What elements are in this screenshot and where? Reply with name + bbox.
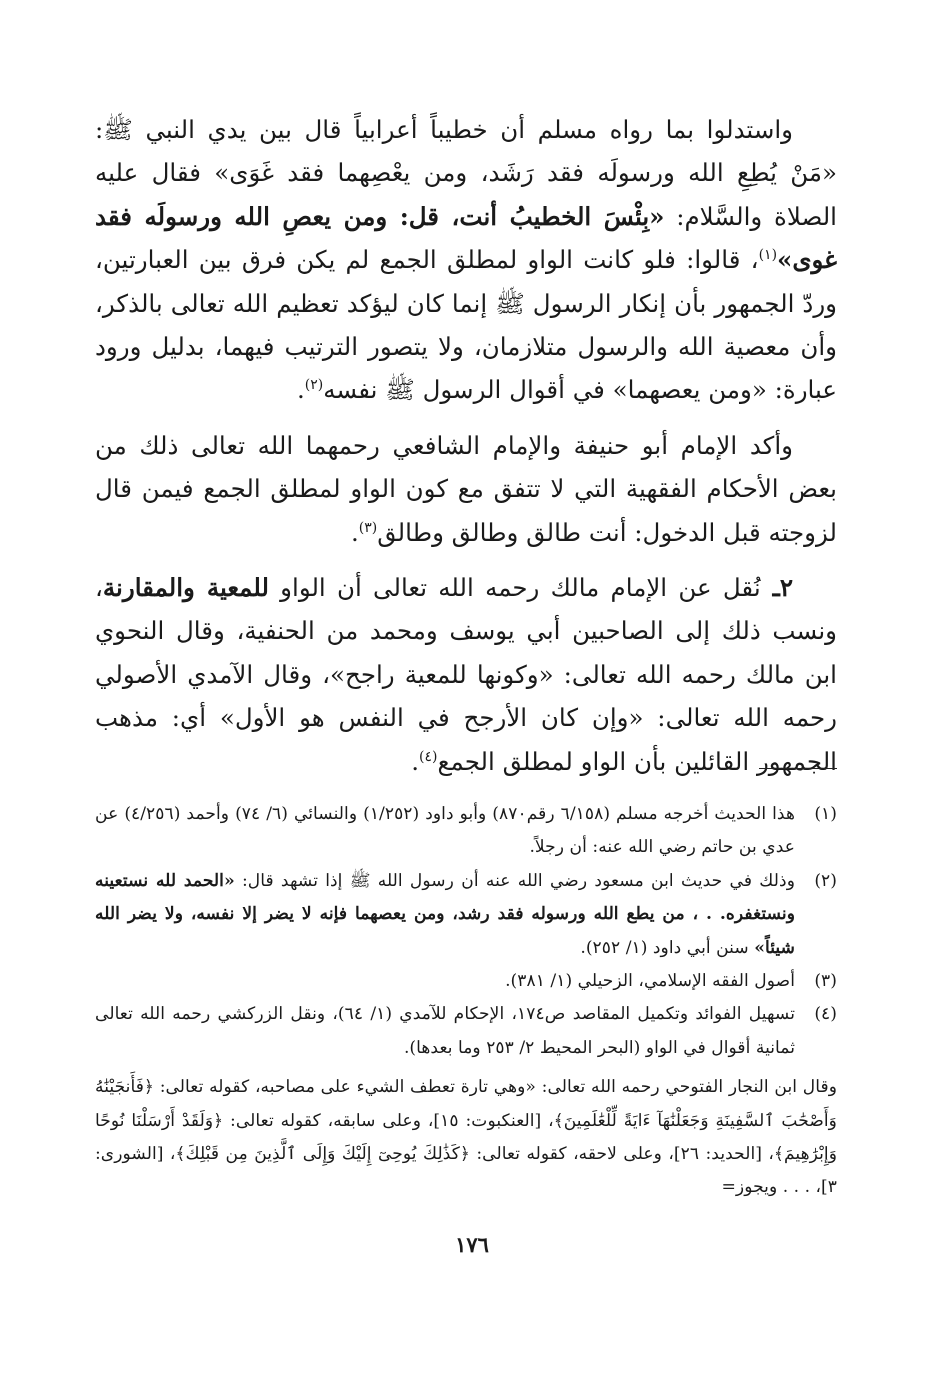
text-run: .	[350, 517, 359, 547]
footnote-text	[95, 798, 795, 865]
footnote-ref: (١)	[758, 247, 778, 264]
main-text	[95, 108, 837, 783]
footnote-1	[95, 798, 837, 865]
bold-text: للمعية والمقارنة	[102, 573, 269, 603]
text-run: ، ونسب ذلك إلى الصاحبين أبي يوسف ومحمد من الحنفية، وقال النحوي ابن مالك رحمه الله تعالى: «وكونها للمعية راجح»، وقال الآمدي الأصولي رحمه الله تعالى: «وإن كان الأرجح في النفس هو الأول» أي: مذهب الجمهور القائلين بأن الواو لمطلق الجمع	[95, 573, 837, 776]
paragraph-1	[95, 108, 837, 412]
text-run: وأكد الإمام أبو حنيفة والإمام الشافعي رحمهما الله تعالى ذلك من بعض الأحكام الفقهية التي لا تتفق مع كون الواو لمطلق الجمع فيمن قال لزوجته قبل الدخول: أنت طالق وطالق وطالق	[95, 430, 837, 547]
paragraph-2	[95, 424, 837, 554]
text-run: .	[411, 746, 420, 776]
footnote-number: (٤)	[814, 1004, 837, 1025]
page-body	[95, 108, 837, 1198]
footnote-text	[95, 965, 795, 998]
bold-text: «بِئْسَ الخطيبُ أنت، قل: ومن يعصِ الله ورسولَه فقد غوى»	[95, 201, 837, 275]
footnote-number: (٣)	[814, 971, 837, 992]
footnote-text	[95, 865, 795, 965]
footnote-ref: (٣)	[358, 519, 378, 536]
page-number: ١٧٦	[455, 1232, 489, 1257]
footnote-separator	[759, 768, 837, 769]
footnote-number: (١)	[814, 804, 837, 824]
footnote-continuation: وقال ابن النجار الفتوحي رحمه الله تعالى: «وهي تارة تعطف الشيء على مصاحبه، كقوله تعالى: ﴿فَأَنجَيْنَٰهُ وَأَصْحَٰبَ ٱلسَّفِينَةِ وَجَعَلْنَٰهَآ ءَايَةً لِّلْعَٰلَمِينَ﴾، [العنكبوت: ١٥]، وعلى سابقه، كقوله تعالى: ﴿وَلَقَدْ أَرْسَلْنَا نُوحًا وَإِبْرَٰهِيمَ﴾، [الحديد: ٢٦]، وعلى لاحقه، كقوله تعالى: ﴿كَذَٰلِكَ يُوحِىٓ إِلَيْكَ وَإِلَى ٱلَّذِينَ مِن قَبْلِكَ﴾، [الشورى: ٣]، . . . ويجوز=	[95, 1077, 837, 1198]
text-run: هذا الحديث أخرجه مسلم (٦/١٥٨ رقم٨٧٠) وأبو داود (١/٢٥٢) والنسائي (٦/ ٧٤) وأحمد (٤/٢٥٦) عن عدي بن حاتم رضي الله عنه: أن رجلاً.	[95, 804, 796, 858]
text-run: تسهيل الفوائد وتكميل المقاصد ص١٧٤، الإحكام للآمدي (١/ ٦٤)، ونقل الزركشي رحمه الله تعالى ثمانية أقوال في الواو (البحر المحيط ٢/ ٢٥٣ وما بعدها).	[95, 1004, 795, 1058]
text-run: ، قالوا: فلو كانت الواو لمطلق الجمع لم يكن فرق بين العبارتين، وردّ الجمهور بأن إنكار الرسول ﷺ إنما كان ليؤكد تعظيم الله تعالى بالذكر، وأن معصية الله والرسول متلازمان، ولا يتصور الترتيب فيهما، بدليل ورود عبارة: «ومن يعصهما» في أقوال الرسول ﷺ نفسه	[95, 245, 837, 405]
text-run: واستدلوا بما رواه مسلم أن خطيباً أعرابياً قال بين يدي النبي ﷺ: «مَنْ يُطِعِ الله ورسولَه فقد رَشَد، ومن يعْصِهما فقد غَوَى» فقال عليه الصلاة والسَّلام:	[95, 115, 837, 231]
text-run: وذلك في حديث ابن مسعود رضي الله عنه أن رسول الله ﷺ إذا تشهد قال:	[234, 870, 795, 891]
text-run: أصول الفقه الإسلامي، الزحيلي (١/ ٣٨١).	[505, 971, 795, 992]
text-run: نُقل عن الإمام مالك رحمه الله تعالى أن الواو	[268, 573, 761, 603]
paragraph-3	[95, 566, 837, 783]
text-run: سنن أبي داود (١/ ٢٥٢).	[580, 937, 755, 958]
footnotes	[95, 798, 837, 1205]
bold-text: «الحمد لله نستعينه ونستغفره. . ، من يطع الله ورسوله فقد رشد، ومن يعصهما فإنه لا يضر إلا نفسه، ولا يضر الله شيئاً»	[95, 870, 795, 958]
footnote-text	[95, 998, 795, 1065]
footnote-ref: (٤)	[419, 748, 438, 765]
footnote-number: (٢)	[814, 870, 837, 891]
footnote-4	[95, 998, 837, 1065]
text-run: .	[296, 375, 305, 405]
footnote-3	[95, 965, 837, 998]
footnote-2	[95, 865, 837, 965]
bold-text: ٢ـ	[760, 573, 793, 603]
footnote-ref: (٢)	[304, 377, 324, 394]
